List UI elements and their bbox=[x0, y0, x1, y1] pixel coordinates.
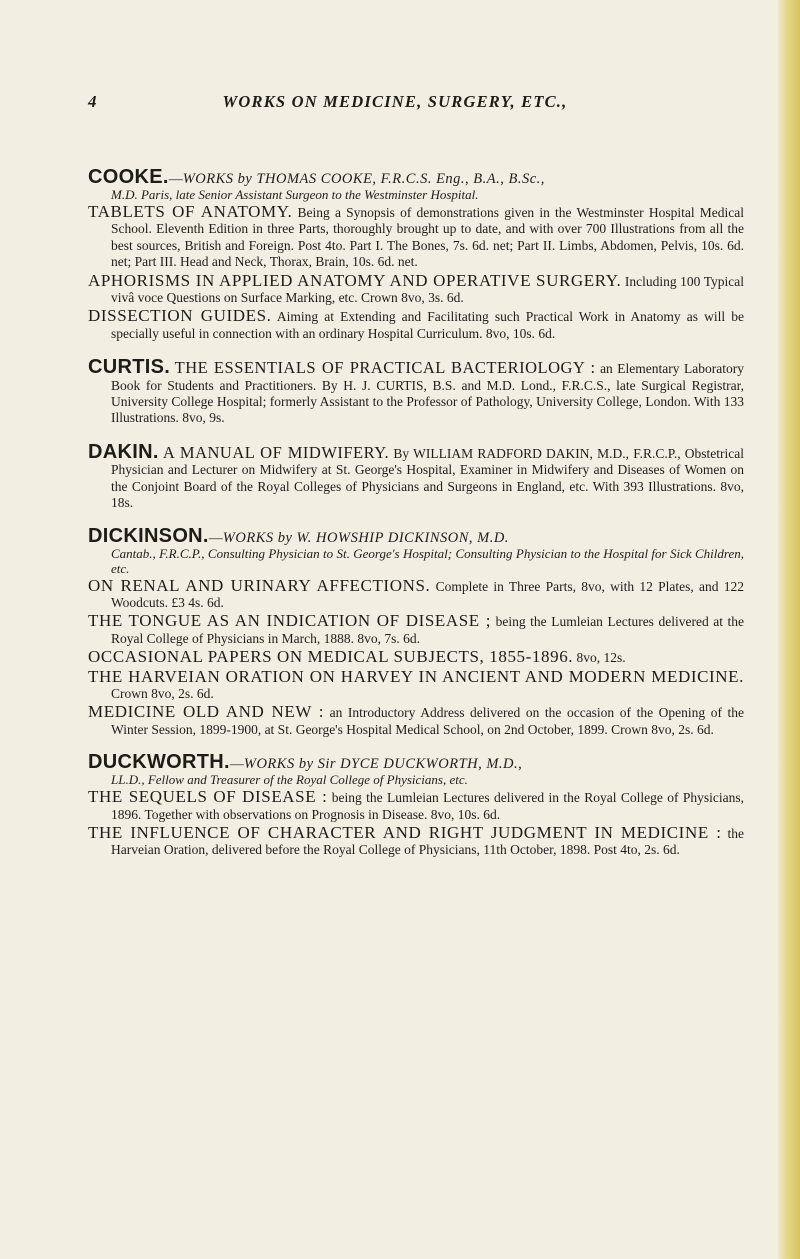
page-number: 4 bbox=[88, 92, 97, 111]
work-title: THE SEQUELS OF DISEASE : bbox=[88, 787, 328, 807]
entry-curtis bbox=[88, 356, 744, 427]
work-description: By WILLIAM RADFORD DAKIN, M.D., F.R.C.P., Obstetrical Physician and Lecturer on Midwifery at St. George's Hospital, Examiner in Midwifery and Diseases of Women on the Conjoint Board of the Royal Colleges of Physicians and Surgeons in England, etc. With 393 Illustrations. 8vo, 18s. bbox=[111, 445, 745, 511]
work-item bbox=[88, 356, 744, 427]
work-title: A MANUAL OF MIDWIFERY. bbox=[162, 442, 390, 462]
author-surname: DICKINSON. bbox=[88, 524, 209, 547]
author-credentials: Cantab., F.R.C.P., Consulting Physician to St. George's Hospital; Consulting Physician to the Hospital for Sick Children, etc. bbox=[111, 545, 744, 576]
dash: — bbox=[229, 757, 244, 773]
author-credentials: M.D. Paris, late Senior Assistant Surgeon to the Westminster Hospital. bbox=[111, 187, 479, 202]
work-title: THE TONGUE AS AN INDICATION OF DISEASE ; bbox=[88, 611, 492, 631]
author-line bbox=[88, 751, 744, 774]
work-item bbox=[88, 666, 744, 703]
work-title: OCCASIONAL PAPERS ON MEDICAL SUBJECTS, 1855-1896. bbox=[88, 647, 574, 667]
work-item bbox=[88, 822, 745, 859]
work-title: MEDICINE OLD AND NEW : bbox=[88, 702, 325, 722]
work-description: Aiming at Extending and Facilitating such Practical Work in Anatomy as will be specially useful in connection with an ordinary Hospital Curriculum. 8vo, 10s. 6d. bbox=[111, 309, 744, 341]
work-title: THE ESSENTIALS OF PRACTICAL BACTERIOLOGY : bbox=[174, 358, 596, 378]
work-item bbox=[88, 647, 744, 667]
entry-cooke bbox=[88, 166, 745, 342]
work-description: Including 100 Typical vivâ voce Questions on Surface Marking, etc. Crown 8vo, 3s. 6d. bbox=[111, 273, 745, 306]
work-description: 8vo, 12s. bbox=[576, 650, 626, 666]
author-byline: WORKS by THOMAS COOKE, F.R.C.S. Eng., B.A., B.Sc., bbox=[182, 171, 545, 187]
work-description: Complete in Three Parts, 8vo, with 12 Plates, and 122 Woodcuts. £3 4s. 6d. bbox=[111, 578, 745, 610]
work-title: ON RENAL AND URINARY AFFECTIONS. bbox=[88, 575, 431, 595]
work-description: Being a Synopsis of demonstrations given in the Westminster Hospital Medical School. Eleventh Edition in three Parts, thoroughly brought up to date, and with over 700 Illustrations from all the best sources, British and Foreign. Post 4to. Part I. The Bones, 7s. 6d. net; Part II. Limbs, Abdomen, Pelvis, 10s. 6d. net; Part III. Head and Neck, Thorax, Brain, 10s. 6d. net. bbox=[111, 205, 744, 270]
work-item bbox=[88, 306, 744, 342]
work-title: THE INFLUENCE OF CHARACTER AND RIGHT JUDGMENT IN MEDICINE : bbox=[88, 822, 722, 842]
author-surname: DUCKWORTH. bbox=[88, 751, 230, 774]
author-line bbox=[88, 166, 744, 188]
entry-duckworth bbox=[88, 751, 745, 859]
page-header bbox=[0, 92, 778, 116]
work-title: APHORISMS IN APPLIED ANATOMY AND OPERATIVE SURGERY. bbox=[88, 270, 622, 290]
dash: — bbox=[168, 172, 183, 187]
work-description: Crown 8vo, 2s. 6d. bbox=[111, 685, 214, 701]
work-item bbox=[88, 702, 744, 738]
work-item bbox=[88, 202, 744, 271]
work-item bbox=[88, 440, 745, 512]
author-surname: COOKE. bbox=[88, 166, 169, 188]
work-title: TABLETS OF ANATOMY. bbox=[88, 202, 293, 221]
author-surname: CURTIS. bbox=[88, 356, 171, 379]
work-description: the Harveian Oration, delivered before the Royal College of Physicians, 11th October, 1898. Post 4to, 2s. 6d. bbox=[111, 825, 745, 858]
author-byline: WORKS by W. HOWSHIP DICKINSON, M.D. bbox=[222, 529, 509, 546]
work-item bbox=[88, 575, 745, 612]
work-item bbox=[88, 611, 744, 647]
author-credentials: LL.D., Fellow and Treasurer of the Royal College of Physicians, etc. bbox=[111, 772, 468, 788]
work-description: an Introductory Address delivered on the occasion of the Opening of the Winter Session, 1899-1900, at St. George's Hospital Medical School, on 2nd October, 1899. Crown 8vo, 2s. 6d. bbox=[111, 705, 744, 737]
work-title: THE HARVEIAN ORATION ON HARVEY IN ANCIENT AND MODERN MEDICINE. bbox=[88, 666, 744, 686]
work-item bbox=[88, 787, 745, 823]
work-description: being the Lumleian Lectures delivered at the Royal College of Physicians in March, 1888. 8vo, 7s. 6d. bbox=[111, 614, 744, 646]
author-line bbox=[88, 524, 744, 547]
catalogue-listing bbox=[88, 166, 745, 876]
work-description: being the Lumleian Lectures delivered in the Royal College of Physicians, 1896. Together with observations on Prognosis in Disease. 8vo, 10s. 6d. bbox=[111, 790, 745, 822]
work-title: DISSECTION GUIDES. bbox=[88, 306, 272, 326]
author-byline: WORKS by Sir DYCE DUCKWORTH, M.D., bbox=[243, 756, 523, 773]
gilt-page-edge bbox=[778, 0, 800, 1259]
entry-dickinson bbox=[88, 524, 745, 739]
running-head: WORKS ON MEDICINE, SURGERY, ETC., bbox=[222, 92, 568, 111]
author-surname: DAKIN. bbox=[88, 440, 159, 463]
work-item bbox=[88, 270, 745, 307]
work-description: an Elementary Laboratory Book for Students and Practitioners. By H. J. CURTIS, B.S. and M.D. Lond., F.R.C.S., late Surgical Registrar, University College Hospital; formerly Assistant to the Professor of Pathology, University College, London. With 133 Illustrations. 8vo, 9s. bbox=[111, 361, 744, 426]
entry-dakin bbox=[88, 440, 745, 512]
dash: — bbox=[208, 530, 223, 546]
